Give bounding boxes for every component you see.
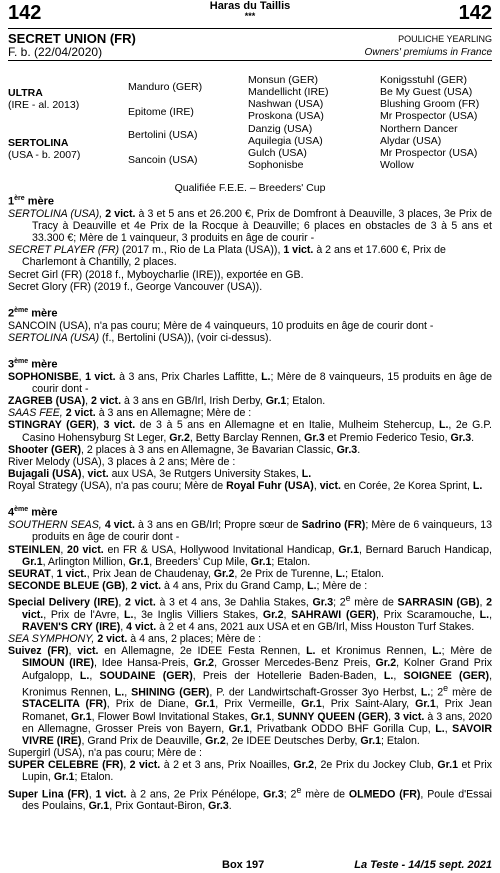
dam-description: (USA - b. 2007) — [8, 149, 81, 161]
produce-steinlen: STEINLEN, 20 vict. en FR & USA, Hollywood Invitational Handicap, Gr.1, Bernard Baruch Handicap, Gr.1, Arlington Million, Gr.1, Breeders' Cup Mile, Gr.1; Etalon. — [8, 543, 492, 568]
pedigree-g3-4: Proskona (USA) — [248, 110, 324, 122]
pedigree-g2-2: Epitome (IRE) — [128, 106, 194, 118]
section-3eme-mere: 3ème mère — [8, 358, 58, 371]
stud-name — [0, 1, 500, 20]
lot-number-right: 142 — [458, 2, 492, 24]
horse-description: F. b. (22/04/2020) — [8, 45, 103, 59]
qualification-note: Qualifiée F.E.E. – Breeders' Cup — [174, 182, 326, 194]
produce-seconde-bleue: SECONDE BLEUE (GB), 2 vict. à 4 ans, Prix du Grand Camp, L.; Mère de : — [8, 580, 368, 592]
produce-zagreb: ZAGREB (USA), 2 vict. à 3 ans en GB/Irl, Irish Derby, Gr.1; Etalon. — [8, 395, 326, 408]
sale-place-date: La Teste - 14/15 sept. 2021 — [354, 859, 492, 871]
pedigree-g2-1: Manduro (GER) — [128, 81, 203, 93]
pedigree-g3-7: Gulch (USA) — [248, 147, 307, 159]
pedigree-g4-3: Blushing Groom (FR) — [380, 98, 480, 110]
pedigree-g2-3: Bertolini (USA) — [128, 129, 198, 141]
pedigree-g3-2: Mandellicht (IRE) — [248, 86, 329, 98]
third-dam-record: SOPHONISBE, 1 vict. à 3 ans, Prix Charles Laffitte, L.; Mère de 8 vainqueurs, 15 produits en âge de courir dont - — [8, 370, 493, 395]
pedigree-rule — [8, 60, 492, 61]
pedigree-g3-5: Danzig (USA) — [248, 123, 313, 135]
pedigree-g4-6: Alydar (USA) — [380, 135, 442, 147]
produce-special-delivery: Special Delivery (IRE), 2 vict. à 3 et 4 ans, 3e Dahlia Stakes, Gr.3; 2e mère de SARRASIN (GB), 2 vict., Prix de l'Avre, L., 3e Inglis Villiers Stakes, Gr.2, SAHRAWI (GER), Prix Scaramouche, L., RAVEN'S CRY (IRE), 4 vict. à 2 et 4 ans, 2021 aux USA et en GB/Irl, Miss Houston Turf Stakes. — [8, 593, 493, 633]
sire-description: (IRE - al. 2013) — [8, 99, 80, 111]
stud-label: Haras du Taillis — [209, 0, 291, 12]
pedigree-g3-6: Aquilegia (USA) — [248, 135, 323, 147]
produce-secret-player: SECRET PLAYER (FR) (2017 m., Rio de La Plata (USA)), 1 vict. à 2 ans et 17.600 €, Prix de Charlemont à Chantilly, 2 places. — [8, 244, 446, 269]
pedigree-g4-1: Konigsstuhl (GER) — [380, 74, 467, 86]
pedigree-g4-2: Be My Guest (USA) — [380, 86, 473, 98]
section-2eme-mere: 2ème mère — [8, 306, 58, 320]
produce-sea-symphony: SEA SYMPHONY, 2 vict. à 4 ans, 2 places; Mère de : — [8, 633, 262, 646]
dam-name: SERTOLINA — [8, 137, 69, 149]
produce-secret-girl: Secret Girl (FR) (2018 f., Myboycharlie (IRE)), exportée en GB. — [8, 268, 304, 281]
pedigree-g4-7: Mr Prospector (USA) — [380, 147, 478, 159]
produce-shooter: Shooter (GER), 2 places à 3 ans en Allemagne, 3e Bavarian Classic, Gr.3. — [8, 443, 361, 456]
produce-sertolina: SERTOLINA (USA) (f., Bertolini (USA)), (voir ci-dessus). — [8, 331, 272, 344]
grand-dam-record: SANCOIN (USA), n'a pas couru; Mère de 4 vainqueurs, 10 produits en âge de courir dont - — [8, 319, 434, 332]
produce-super-lina: Super Lina (FR), 1 vict. à 2 ans, 2e Prix Pénélope, Gr.3; 2e mère de OLMEDO (FR), Poule d'Essai des Poulains, Gr.1, Prix Gontaut-Biron, Gr.3. — [8, 784, 493, 813]
stud-stars: *** — [244, 11, 256, 21]
produce-royal-strategy: Royal Strategy (USA), n'a pas couru; Mère de Royal Fuhr (USA), vict. en Corée, 2e Korea Sprint, L. — [8, 480, 483, 493]
produce-saas-fee: SAAS FEE, 2 vict. à 3 ans en Allemagne; Mère de : — [8, 407, 252, 420]
pedigree-g3-1: Monsun (GER) — [248, 74, 319, 86]
produce-bujagali: Bujagali (USA), vict. aux USA, 3e Rutgers University Stakes, L. — [8, 468, 312, 481]
dam-record: SERTOLINA (USA), 2 vict. à 3 et 5 ans et 26.200 €, Prix de Domfront à Deauville, 3 places, 3e Prix de Tracy à Deauville et 4e Prix de la Rocque à Deauville; 6 places en obstacles de 3 à 5 ans et 33.300 €; Mère de 1 vainqueur, 3 produits en âge de courir - — [8, 207, 492, 245]
pedigree-g4-5: Northern Dancer — [380, 123, 458, 135]
fourth-dam-record: SOUTHERN SEAS, 4 vict. à 3 ans en GB/Irl; Propre sœur de Sadrino (FR); Mère de 6 vainqueurs, 13 produits en âge de courir dont - — [8, 519, 492, 544]
top-rule — [8, 28, 492, 29]
produce-river-melody: River Melody (USA), 3 places à 2 ans; Mère de : — [8, 455, 236, 468]
box-number: Box 197 — [222, 859, 265, 871]
lot-number-left: 142 — [8, 2, 42, 24]
produce-super-celebre: SUPER CELEBRE (FR), 2 vict. à 2 et 3 ans, Prix Noailles, Gr.2, 2e Prix du Jockey Club, Gr.1 et Prix Lupin, Gr.1; Etalon. — [8, 759, 492, 784]
produce-stingray: STINGRAY (GER), 3 vict. de 3 à 5 ans en Allemagne et en Italie, Mulheim Stehercup, L., 2e G.P. Casino Hohensyburg St Leger, Gr.2, Betty Barclay Rennen, Gr.3 et Premio Federico Tesio, Gr.3. — [8, 419, 493, 444]
owners-premium-note: Owners' premiums in France — [364, 47, 492, 58]
family-notes — [8, 193, 492, 812]
horse-name: SECRET UNION (FR) — [8, 31, 136, 46]
produce-seurat: SEURAT, 1 vict., Prix Jean de Chaudenay, Gr.2, 2e Prix de Turenne, L.; Etalon. — [8, 567, 384, 580]
pedigree-g4-8: Wollow — [380, 159, 414, 171]
produce-supergirl: Supergirl (USA), n'a pas couru; Mère de : — [8, 747, 202, 760]
pedigree-g4-4: Mr Prospector (USA) — [380, 110, 478, 122]
horse-category: POULICHE YEARLING — [398, 34, 492, 44]
section-1ere-mere: 1ère mère — [8, 195, 54, 208]
sire-name: ULTRA — [8, 87, 43, 99]
section-4eme-mere: 4ème mère — [8, 506, 58, 520]
produce-secret-glory: Secret Glory (FR) (2019 f., George Vancouver (USA)). — [8, 280, 263, 293]
produce-suivez: Suivez (FR), vict. en Allemagne, 2e IDEE Festa Rennen, L. et Kronimus Rennen, L.; Mère de SIMOUN (IRE), Idee Hansa-Preis, Gr.2, Grosser Mercedes-Benz Preis, Gr.2, Kolner Grand Prix Aufgalopp, L., SOUDAINE (GER), Preis der Hotellerie Baden-Baden, L., SOIGNEE (GER), Kronimus Rennen, L., SHINING (GER), P. der Landwirtschaft-Grosser 3yo Herbst, L.; 2e mère de STACELITA (FR), Prix de Diane, Gr.1, Prix Vermeille, Gr.1, Prix Saint-Alary, Gr.1, Prix Jean Romanet, Gr.1, Flower Bowl Invitational Stakes, Gr.1, SUNNY QUEEN (GER), 3 vict. à 3 ans, 2020 en Allemagne, Grosser Preis von Bayern, Gr.1, Privatbank ODDO BHF Gorilla Cup, L., SAVOIR VIVRE (IRE), Grand Prix de Deauville, Gr.2, 2e IDEE Deutsches Derby, Gr.1; Etalon. — [8, 645, 493, 747]
pedigree-g2-4: Sancoin (USA) — [128, 154, 198, 166]
pedigree-g3-8: Sophonisbe — [248, 159, 304, 171]
pedigree-g3-3: Nashwan (USA) — [248, 98, 324, 110]
